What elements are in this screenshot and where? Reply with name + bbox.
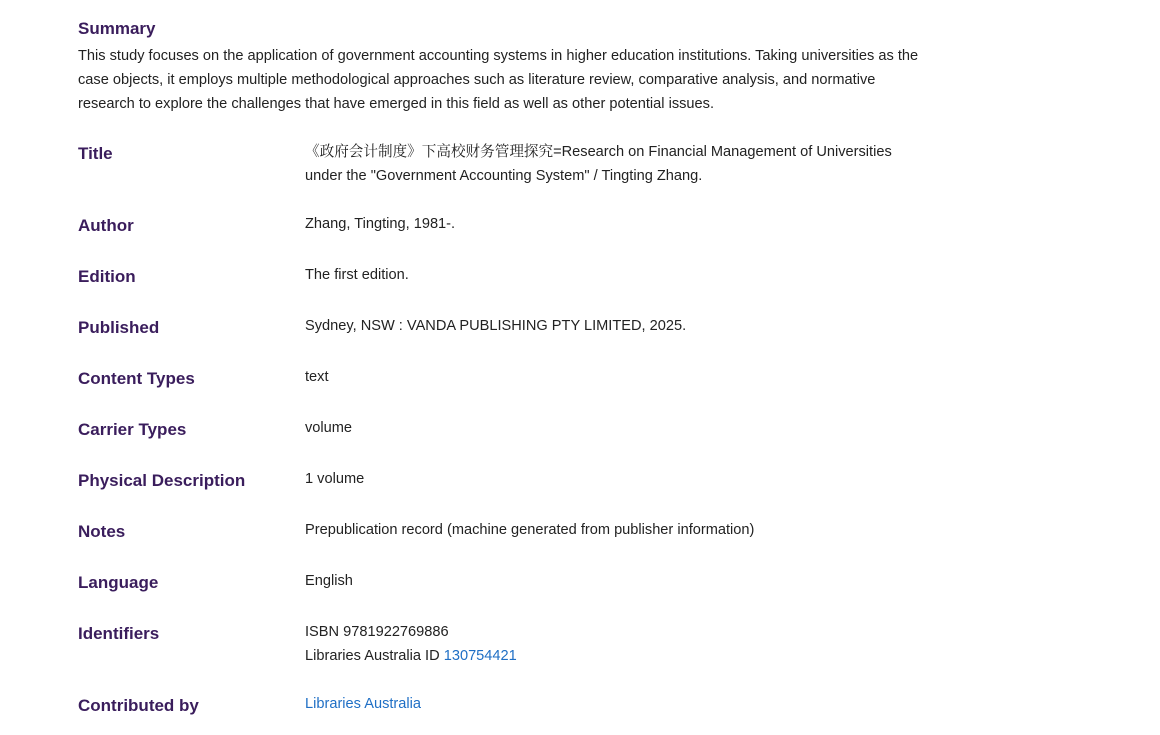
summary-section [78,18,958,116]
summary-line: research to explore the challenges that have emerged in this field as well as other potential issues. [78,96,715,112]
notes-label: Notes [78,522,126,541]
contributed-by-value [305,692,945,716]
language-value: English [305,573,353,589]
summary-heading: Summary [78,19,156,38]
summary-line: This study focuses on the application of government accounting systems in higher education institutions. Taking universities as the [78,48,919,64]
carrier-types-label: Carrier Types [78,420,187,439]
author-value: Zhang, Tingting, 1981-. [305,216,456,232]
author-label: Author [78,216,134,235]
summary-text [78,44,958,116]
isbn-value: ISBN 9781922769886 [305,624,449,640]
physical-description-value: 1 volume [305,471,365,487]
libraries-australia-id [305,644,945,668]
contributor-link[interactable]: Libraries Australia [305,696,421,712]
contributed-by-label: Contributed by [78,696,199,715]
title-line: under the "Government Accounting System" / Tingting Zhang. [305,168,703,184]
identifiers-label: Identifiers [78,624,160,643]
published-value: Sydney, NSW : VANDA PUBLISHING PTY LIMITED, 2025. [305,318,687,334]
content-types-label: Content Types [78,369,195,388]
language-label: Language [78,573,159,592]
physical-description-label: Physical Description [78,471,246,490]
summary-line: case objects, it employs multiple methodological approaches such as literature review, comparative analysis, and normative [78,72,876,88]
title-line: 《政府会计制度》下高校财务管理探究=Research on Financial Management of Universities [305,144,892,160]
content-types-value: text [305,369,329,385]
title-label: Title [78,144,113,163]
notes-value: Prepublication record (machine generated from publisher information) [305,522,755,538]
edition-label: Edition [78,267,136,286]
title-value [305,140,945,188]
identifiers-value [305,620,945,668]
la-id-prefix: Libraries Australia ID [305,648,440,664]
carrier-types-value: volume [305,420,353,436]
la-id-link[interactable]: 130754421 [443,648,517,664]
edition-value: The first edition. [305,267,409,283]
published-label: Published [78,318,160,337]
